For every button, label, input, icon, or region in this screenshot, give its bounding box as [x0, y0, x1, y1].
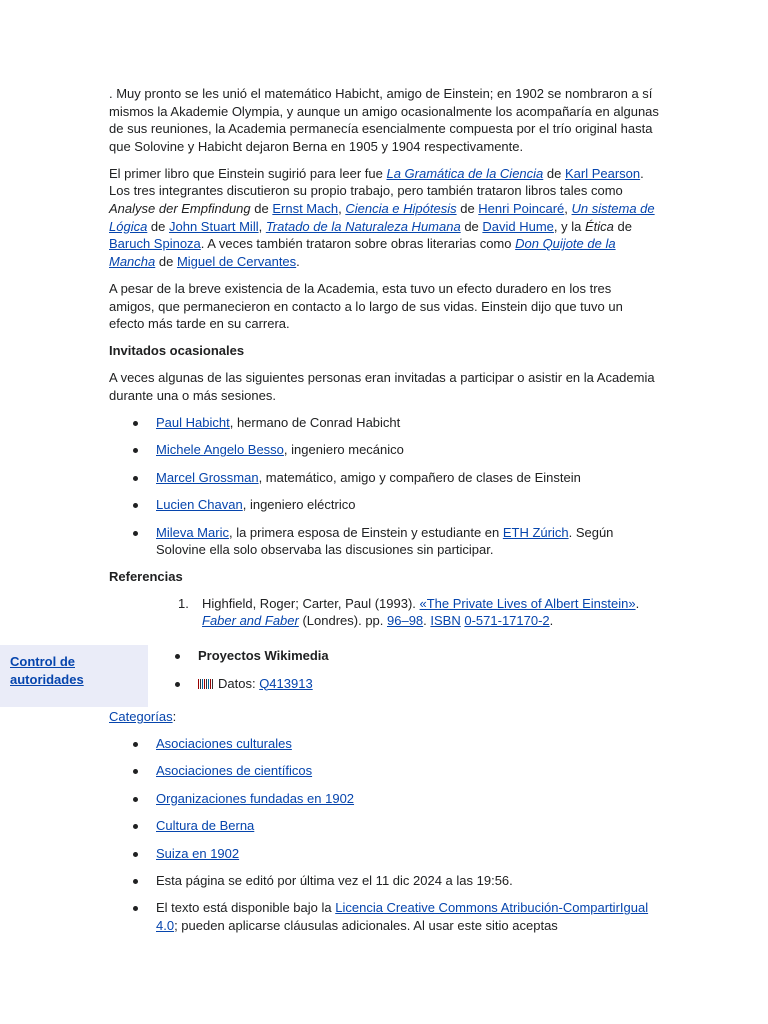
link-guest[interactable]: Marcel Grossman [156, 469, 259, 485]
link-gramatica-ciencia[interactable]: La Gramática de la Ciencia [386, 165, 544, 181]
article-content [109, 85, 659, 640]
text: ; pueden aplicarse cláusulas adicionales. Al usar este sitio aceptas [174, 918, 558, 934]
text: , [564, 201, 572, 217]
link-guest[interactable]: Paul Habicht [156, 415, 230, 430]
paragraph-books [109, 165, 659, 271]
text: , [258, 218, 266, 234]
link-henri-poincare[interactable]: Henri Poincaré [478, 201, 565, 217]
data-label: Datos: [218, 675, 260, 691]
link-category[interactable]: Suiza en 1902 [156, 845, 240, 861]
link-john-stuart-mill[interactable]: John Stuart Mill [169, 218, 259, 234]
list-item [172, 647, 652, 665]
text: , matemático, amigo y compañero de clases de Einstein [258, 469, 581, 485]
text: . A veces también trataron sobre obras literarias como [200, 236, 516, 252]
text: de [543, 165, 565, 181]
link-guest[interactable]: Lucien Chavan [156, 497, 243, 513]
categories-line [109, 708, 669, 726]
list-item [109, 762, 669, 780]
link-guest[interactable]: Michele Angelo Besso [156, 442, 284, 458]
link-license[interactable]: Licencia Creative Commons Atribución-CompartirIgual 4.0 [156, 900, 649, 934]
text: (Londres). pp. [298, 613, 387, 629]
list-item [109, 469, 659, 487]
text: de [456, 201, 479, 217]
text: , ingeniero eléctrico [242, 497, 356, 513]
categories-section [109, 708, 669, 944]
link-guest[interactable]: Mileva Maric [156, 524, 229, 540]
text: de [613, 218, 632, 234]
heading-references: Referencias [109, 568, 183, 584]
text: , y la [553, 218, 585, 234]
text: . [296, 253, 300, 269]
list-item [109, 790, 669, 808]
authority-control-box [0, 645, 148, 707]
link-don-quijote[interactable]: Don Quijote de la Mancha [109, 236, 616, 269]
list-item [109, 441, 659, 459]
link-tratado-naturaleza[interactable]: Tratado de la Naturaleza Humana [265, 218, 461, 234]
link-pages[interactable]: 96–98 [387, 613, 424, 629]
link-category[interactable]: Asociaciones culturales [156, 736, 292, 752]
link-baruch-spinoza[interactable]: Baruch Spinoza [109, 236, 201, 252]
list-item [109, 872, 669, 890]
text: , ingeniero mecánico [283, 442, 404, 458]
link-category[interactable]: Asociaciones de científicos [156, 763, 313, 779]
text: El texto está disponible bajo la [156, 900, 336, 916]
link-categories[interactable]: Categorías [109, 709, 173, 724]
text: : [172, 709, 177, 724]
reference-item [109, 595, 659, 630]
title-analyse: Analyse der Empfindung [109, 201, 251, 217]
text: de [460, 218, 483, 234]
link-miguel-cervantes[interactable]: Miguel de Cervantes [176, 253, 297, 269]
heading-guests: Invitados ocasionales [109, 343, 245, 359]
text: , la primera esposa de Einstein y estudiante en [228, 524, 503, 540]
list-item [109, 524, 659, 559]
wikimedia-projects [172, 647, 652, 702]
link-category[interactable]: Cultura de Berna [156, 818, 255, 834]
guests-list [109, 414, 659, 559]
text: . Los tres integrantes discutieron su propio trabajo, pero también trataron libros tales como [109, 165, 644, 199]
text: . [549, 613, 554, 629]
link-faber[interactable]: Faber and Faber [202, 613, 299, 629]
wikidata-icon [198, 679, 214, 689]
text: Highfield, Roger; Carter, Paul (1993). [202, 595, 420, 611]
link-wikidata-id[interactable]: Q413913 [259, 675, 313, 691]
text: , [338, 201, 346, 217]
link-ciencia-hipotesis[interactable]: Ciencia e Hipótesis [345, 201, 457, 217]
text: . Según Solovine ella solo observaba las discusiones sin participar. [156, 524, 614, 558]
link-david-hume[interactable]: David Hume [482, 218, 554, 234]
list-item [109, 496, 659, 514]
list-item [109, 899, 656, 934]
text: de [147, 218, 169, 234]
link-eth-zurich[interactable]: ETH Zúrich [502, 524, 569, 540]
text: . [423, 613, 431, 629]
link-authority-control[interactable]: Control de autoridades [10, 654, 84, 687]
projects-label: Proyectos Wikimedia [198, 648, 329, 663]
list-item [109, 735, 669, 753]
text: . [635, 595, 640, 611]
paragraph-legacy: A pesar de la breve existencia de la Academia, esta tuvo un efecto duradero en los tres amigos, que permanecieron en contacto a lo largo de sus vidas. Einstein dijo que tuvo un efecto más tarde en su carrera. [109, 280, 623, 332]
link-sistema-logica[interactable]: Un sistema de Lógica [109, 201, 655, 234]
list-item [109, 414, 659, 432]
references-list [109, 595, 659, 630]
text: El primer libro que Einstein sugirió para leer fue [109, 165, 387, 181]
link-category[interactable]: Organizaciones fundadas en 1902 [156, 790, 355, 806]
last-edited: Esta página se editó por última vez el 11 dic 2024 a las 19:56. [156, 873, 513, 889]
title-etica: Ética [585, 218, 614, 234]
reference-number: 1. [178, 595, 189, 611]
text: , hermano de Conrad Habicht [229, 415, 401, 430]
link-karl-pearson[interactable]: Karl Pearson [564, 165, 641, 181]
link-isbn[interactable]: ISBN [430, 613, 461, 629]
text: de [155, 253, 177, 269]
guests-intro: A veces algunas de las siguientes personas eran invitadas a participar o asistir en la Academia durante una o más sesiones. [109, 370, 655, 403]
list-item [172, 675, 652, 693]
list-item [109, 845, 669, 863]
paragraph-intro: . Muy pronto se les unió el matemático Habicht, amigo de Einstein; en 1902 se nombraron a sí mismos la Akademie Olympia, y aunque un amigo ocasionalmente los acompañaría en algunas de sus reuniones, la Academia permanecía esencialmente compuesta por el trío original hasta que Solovine y Habicht dejaron Berna en 1905 y 1904 respectivamente. [109, 86, 659, 154]
authority-list [172, 647, 652, 692]
categories-list [109, 735, 669, 935]
link-private-lives[interactable]: «The Private Lives of Albert Einstein» [419, 595, 636, 611]
list-item [109, 817, 669, 835]
link-ernst-mach[interactable]: Ernst Mach [272, 201, 339, 217]
link-isbn-number[interactable]: 0-571-17170-2 [464, 613, 550, 629]
text: de [250, 201, 273, 217]
